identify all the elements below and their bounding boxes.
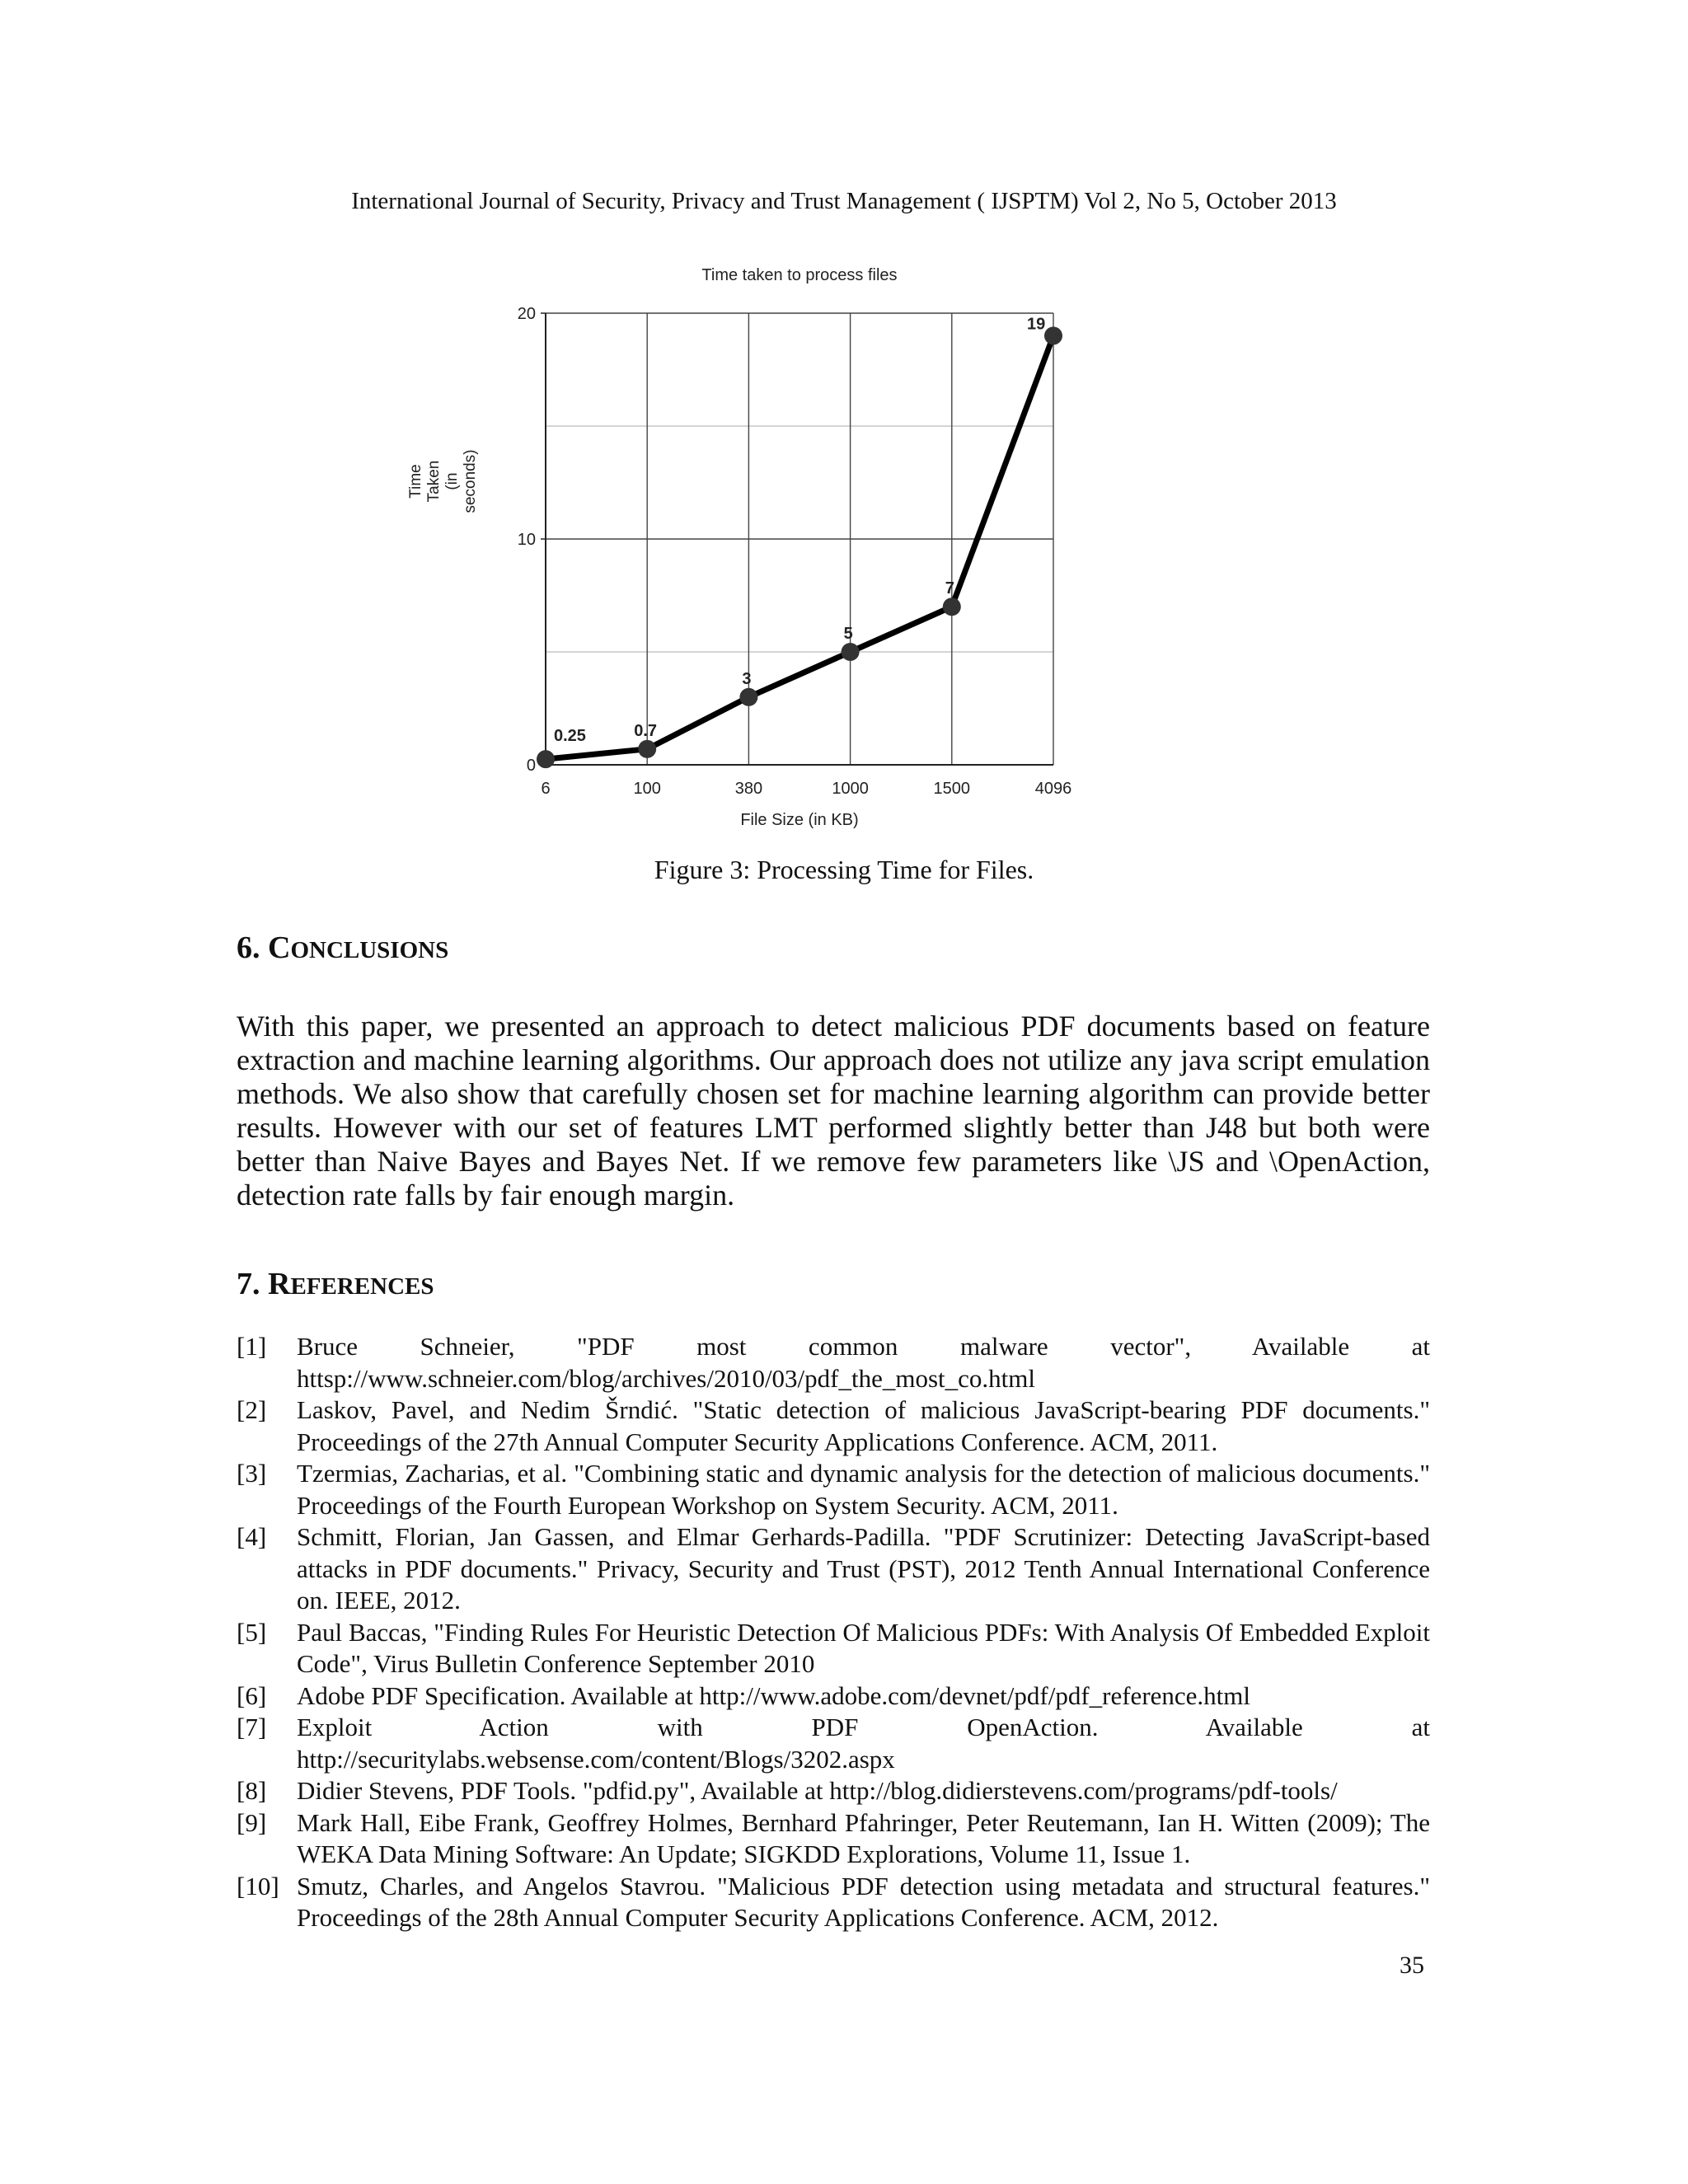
reference-number: [4]	[237, 1522, 267, 1551]
reference-body: Adobe PDF Specification. Available at http://www.adobe.com/devnet/pdf/pdf_reference.html	[297, 1680, 1251, 1710]
reference-body: Didier Stevens, PDF Tools. "pdfid.py", Available at http://blog.didierstevens.com/programs/pdf-tools/	[297, 1776, 1338, 1805]
y-axis-label-line: Time	[407, 464, 424, 499]
reference-number: [3]	[237, 1459, 267, 1488]
reference-body: httsp://www.schneier.com/blog/archives/2010/03/pdf_the_most_co.html	[297, 1363, 1036, 1393]
reference-text	[297, 1458, 1430, 1521]
section-number: 7.	[237, 1267, 260, 1301]
reference-item	[237, 1521, 1430, 1617]
data-label: 7	[945, 579, 954, 598]
data-label: 5	[843, 625, 853, 643]
x-tick-label: 4096	[1034, 780, 1072, 798]
reference-text	[297, 1712, 1430, 1775]
reference-text	[297, 1680, 1430, 1713]
section-title-rest: EFERENCES	[290, 1273, 434, 1300]
data-point	[537, 750, 555, 768]
reference-number: [10]	[237, 1871, 279, 1900]
processing-time-chart	[387, 255, 1088, 837]
reference-item	[237, 1712, 1430, 1775]
section-number: 6.	[237, 930, 260, 965]
figure-caption: Figure 3: Processing Time for Files.	[654, 855, 1034, 884]
reference-number: [8]	[237, 1776, 267, 1805]
x-axis-label: File Size (in KB)	[740, 811, 859, 829]
conclusions-paragraph: With this paper, we presented an approach to detect malicious PDF documents based on feature extraction and machine learning algorithms. Our approach does not utilize any java script emulation methods. We also show that carefully chosen set for machine learning algorithm can provide better results. However with our set of features LMT performed slightly better than J48 but both were better than Naive Bayes and Bayes Net. If we remove few parameters like \JS and \OpenAction, detection rate falls by fair enough margin.	[237, 1010, 1430, 1212]
reference-text	[297, 1775, 1430, 1807]
y-tick-label: 0	[526, 757, 536, 775]
reference-body: Laskov, Pavel, and Nedim Šrndić. "Static detection of malicious JavaScript-bearing PDF documents." Proceedings of the 27th Annual Computer Security Applications Conference. ACM, 2011.	[297, 1395, 1430, 1456]
data-point	[842, 643, 860, 661]
reference-body: Schmitt, Florian, Jan Gassen, and Elmar Gerhards-Padilla. "PDF Scrutinizer: Detecting JavaScript-based attacks in PDF documents." Privacy, Security and Trust (PST), 2012 Tenth Annual International Conference on. IEEE, 2012.	[297, 1522, 1430, 1615]
chart-title: Time taken to process files	[701, 266, 898, 284]
y-axis-label-line: (in	[443, 472, 461, 490]
data-point	[739, 688, 757, 706]
running-header: International Journal of Security, Privacy and Trust Management ( IJSPTM) Vol 2, No 5, October 2013	[351, 188, 1337, 214]
y-tick-label: 10	[517, 531, 536, 549]
reference-text	[297, 1871, 1430, 1934]
data-label: 3	[742, 669, 752, 688]
data-point	[1044, 326, 1062, 344]
reference-text	[297, 1394, 1430, 1458]
data-label: 0.7	[634, 721, 658, 740]
data-label: 0.25	[554, 727, 586, 746]
section-title-initial: R	[268, 1267, 291, 1301]
reference-item	[237, 1458, 1430, 1521]
reference-text	[297, 1617, 1430, 1680]
data-point	[638, 740, 656, 758]
reference-list	[237, 1331, 1430, 1934]
x-tick-label: 100	[633, 780, 661, 798]
reference-body: Mark Hall, Eibe Frank, Geoffrey Holmes, Bernhard Pfahringer, Peter Reutemann, Ian H. Witten (2009); The WEKA Data Mining Software: An Update; SIGKDD Explorations, Volume 11, Issue 1.	[297, 1807, 1430, 1868]
reference-text	[297, 1331, 1430, 1394]
y-axis-label-line: Taken	[425, 460, 443, 503]
reference-number: [7]	[237, 1713, 267, 1741]
section-heading-conclusions	[237, 930, 448, 966]
page-number: 35	[1400, 1952, 1424, 1979]
x-tick-label: 6	[541, 780, 551, 798]
y-tick-label: 20	[517, 305, 536, 323]
reference-body: Smutz, Charles, and Angelos Stavrou. "Malicious PDF detection using metadata and structural features." Proceedings of the 28th Annual Computer Security Applications Conference. ACM, 2012.	[297, 1871, 1430, 1932]
reference-body: Tzermias, Zacharias, et al. "Combining static and dynamic analysis for the detection of malicious documents." Proceedings of the Fourth European Workshop on System Security. ACM, 2011.	[297, 1459, 1430, 1520]
reference-item	[237, 1617, 1430, 1680]
reference-number: [2]	[237, 1395, 267, 1424]
reference-text	[297, 1521, 1430, 1617]
reference-item	[237, 1680, 1430, 1713]
data-label: 19	[1027, 315, 1046, 334]
y-axis-label-line: seconds)	[462, 449, 479, 513]
reference-item	[237, 1871, 1430, 1934]
reference-body: Paul Baccas, "Finding Rules For Heuristic Detection Of Malicious PDFs: With Analysis Of Embedded Exploit Code", Virus Bulletin Conference September 2010	[297, 1617, 1430, 1678]
reference-body: http://securitylabs.websense.com/content/Blogs/3202.aspx	[297, 1744, 895, 1774]
reference-item	[237, 1394, 1430, 1458]
section-title-initial: C	[268, 930, 291, 965]
y-axis-label	[407, 449, 479, 513]
reference-number: [9]	[237, 1807, 267, 1837]
x-tick-label: 380	[734, 780, 763, 798]
reference-item	[237, 1775, 1430, 1807]
reference-number: [1]	[237, 1332, 267, 1361]
x-tick-label: 1500	[933, 780, 971, 798]
reference-text	[297, 1807, 1430, 1871]
reference-number: [5]	[237, 1617, 267, 1647]
series-line	[546, 335, 1053, 759]
x-tick-label: 1000	[832, 780, 869, 798]
reference-first-line: Exploit Action with PDF OpenAction. Available at	[297, 1713, 1430, 1741]
reference-item	[237, 1331, 1430, 1394]
section-title-rest: ONCLUSIONS	[290, 937, 449, 963]
chart-marks	[537, 326, 1088, 768]
data-point	[943, 598, 961, 616]
section-heading-references	[237, 1266, 434, 1302]
reference-first-line: Bruce Schneier, "PDF most common malware vector", Available at	[297, 1332, 1430, 1361]
reference-number: [6]	[237, 1680, 267, 1710]
reference-item	[237, 1807, 1430, 1871]
